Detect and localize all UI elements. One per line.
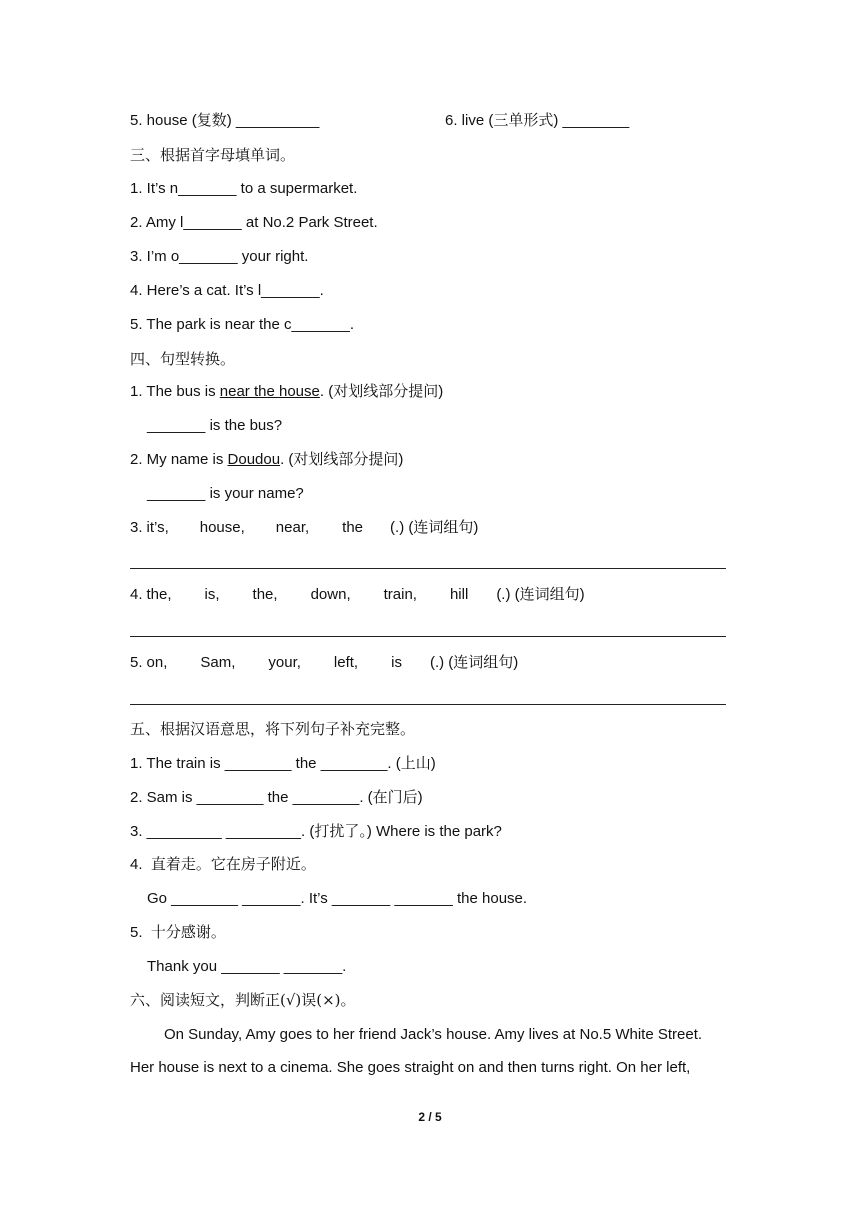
section-3-item-1: 1. It’s n_______ to a supermarket. (130, 180, 358, 197)
word: is, (204, 586, 220, 603)
section-3-item-2: 2. Amy l_______ at No.2 Park Street. (130, 214, 378, 231)
section-4-answer-2: _______ is your name? (147, 485, 304, 502)
section-5-item-1: 1. The train is ________ the ________. (上山) (130, 755, 436, 772)
section-3-item-3: 3. I’m o_______ your right. (130, 248, 309, 265)
answer-line (130, 636, 726, 637)
instruction: . (对划线部分提问) (319, 383, 444, 400)
section-4-answer-1: _______ is the bus? (147, 417, 283, 434)
word: your, (268, 654, 301, 671)
section-5-item-2: 2. Sam is ________ the ________. (在门后) (130, 789, 423, 806)
underlined-phrase: Doudou (227, 451, 281, 468)
word: down, (310, 586, 351, 603)
word: near, (275, 519, 310, 536)
question-text: 2. My name is (130, 451, 228, 468)
section-5-item-5-answer: Thank you _______ _______. (147, 958, 347, 975)
section-3-item-4: 4. Here’s a cat. It’s l_______. (130, 282, 324, 299)
instruction: (.) (连词组句) (429, 654, 519, 671)
section-4-question-3 (130, 518, 508, 538)
word: the, (252, 586, 278, 603)
page-number: 2 / 5 (418, 1110, 442, 1124)
word: the (342, 519, 364, 536)
word: it’s, (146, 519, 169, 536)
word: left, (333, 654, 359, 671)
section-4-question-1 (130, 382, 443, 402)
answer-line (130, 568, 726, 569)
passage-line-1: On Sunday, Amy goes to her friend Jack’s house. Amy lives at No.5 White Street. (164, 1026, 703, 1043)
word: hill (449, 586, 469, 603)
section-3-item-5: 5. The park is near the c_______. (130, 316, 355, 333)
section-5-item-5-prompt: 5. 十分感谢。 (130, 924, 226, 941)
question-text: 1. The bus is (130, 383, 220, 400)
section-4-title: 四、句型转换。 (130, 350, 236, 368)
section-5-item-4-prompt: 4. 直着走。它在房子附近。 (130, 856, 316, 873)
underlined-phrase: near the house (219, 383, 320, 400)
word: is (391, 654, 402, 671)
question-number: 4. (130, 586, 143, 603)
question-5-house: 5. house (复数) __________ (130, 112, 320, 129)
question-6-live: 6. live (三单形式) ________ (445, 112, 630, 129)
section-5-item-4-answer: Go ________ _______. It’s _______ _______ the house. (147, 890, 528, 907)
section-4-question-5 (130, 653, 548, 673)
word: the, (146, 586, 172, 603)
section-5-title: 五、根据汉语意思，将下列句子补充完整。 (130, 720, 416, 738)
word: house, (199, 519, 245, 536)
answer-line (130, 704, 726, 705)
question-number: 3. (130, 519, 143, 536)
word: on, (146, 654, 168, 671)
section-4-question-2 (130, 450, 403, 470)
passage-line-2: Her house is next to a cinema. She goes straight on and then turns right. On her left, (130, 1059, 691, 1076)
word: train, (383, 586, 417, 603)
word: Sam, (200, 654, 236, 671)
section-4-question-4 (130, 585, 615, 605)
instruction: (.) (连词组句) (390, 519, 479, 536)
section-5-item-3: 3. _________ _________. (打扰了。) Where is the park? (130, 823, 502, 840)
instruction: . (对划线部分提问) (280, 451, 404, 468)
instruction: (.) (连词组句) (496, 586, 585, 603)
section-6-title: 六、阅读短文，判断正(√)误(×)。 (130, 991, 356, 1009)
section-3-title: 三、根据首字母填单词。 (130, 146, 296, 164)
question-number: 5. (130, 654, 143, 671)
